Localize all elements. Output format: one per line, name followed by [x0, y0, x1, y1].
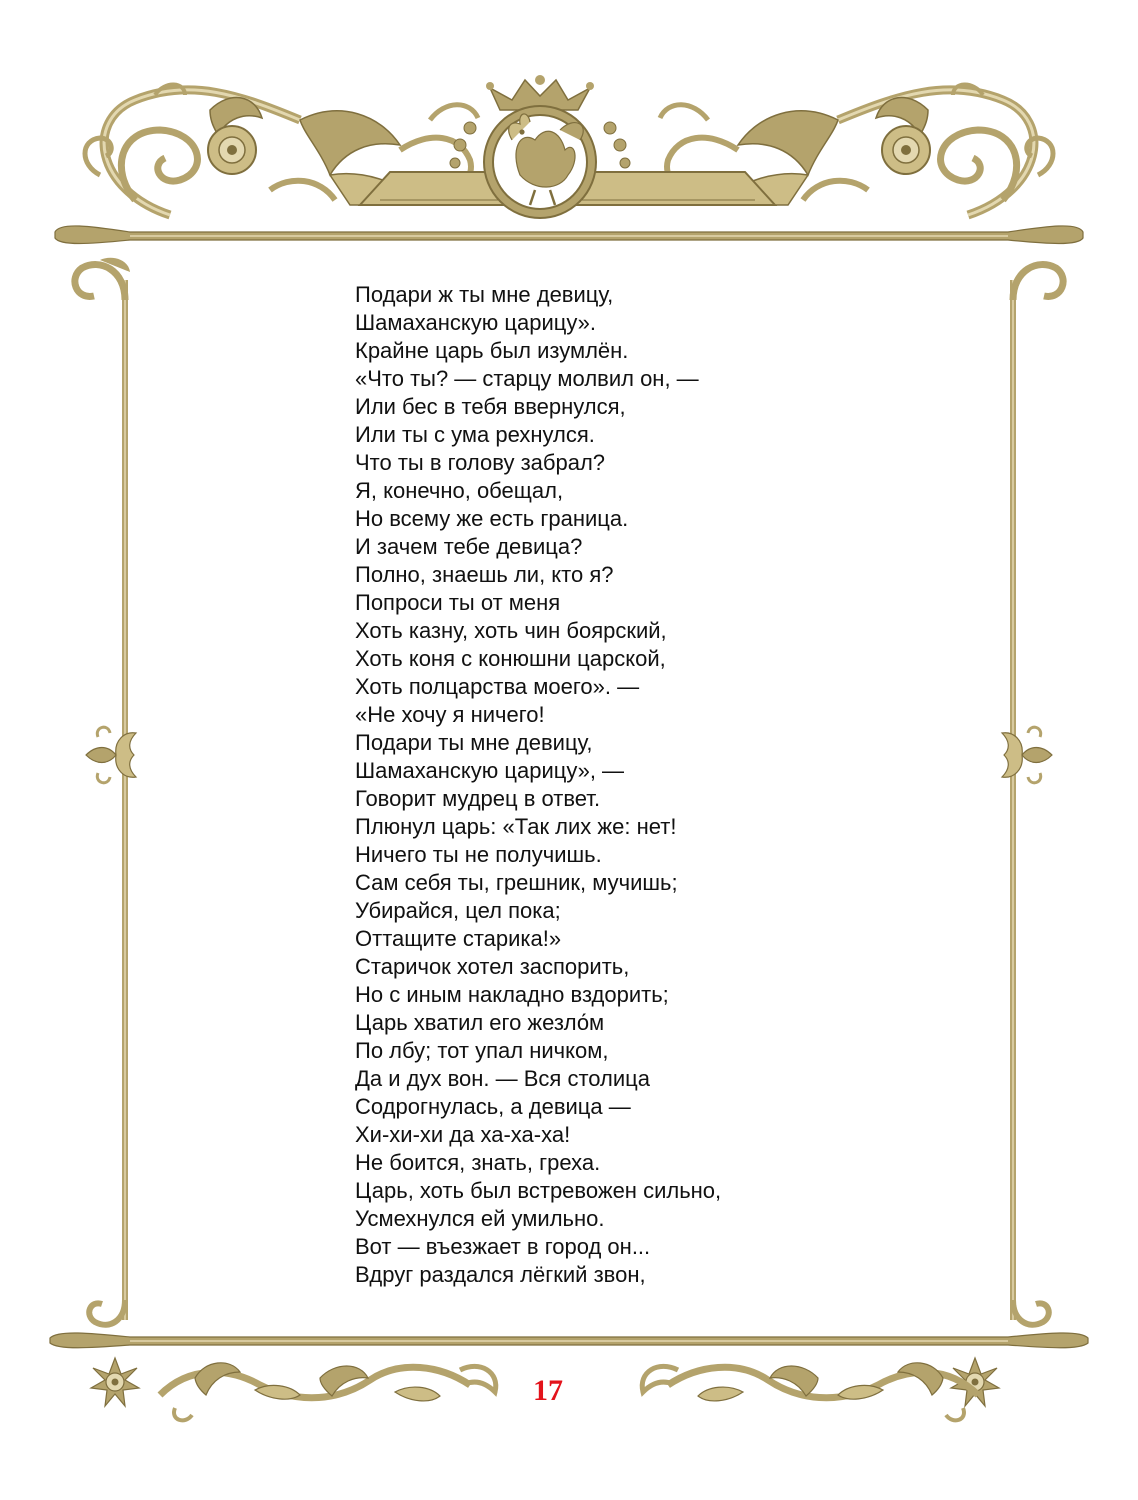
- poem-line: Сам себя ты, грешник, мучишь;: [355, 870, 678, 895]
- poem-line: Убирайся, цел пока;: [355, 898, 561, 923]
- poem-line: Шамаханскую царицу», —: [355, 758, 625, 783]
- poem-text: [355, 281, 915, 1289]
- poem-line: Хи-хи-хи да ха-ха-ха!: [355, 1122, 571, 1147]
- poem-line: Полно, знаешь ли, кто я?: [355, 562, 614, 587]
- poem-line: Подари ты мне девицу,: [355, 730, 593, 755]
- poem-line: Вот — въезжает в город он...: [355, 1234, 651, 1259]
- poem-line: И зачем тебе девица?: [355, 534, 583, 559]
- poem-line: Я, конечно, обещал,: [355, 478, 564, 503]
- poem-line: Шамаханскую царицу».: [355, 310, 596, 335]
- poem-line: Старичок хотел заспорить,: [355, 954, 630, 979]
- poem-line: Хоть казну, хоть чин боярский,: [355, 618, 667, 643]
- poem-line: Да и дух вон. — Вся столица: [355, 1066, 651, 1091]
- poem-line: Царь, хоть был встревожен сильно,: [355, 1178, 722, 1203]
- poem-line: Усмехнулся ей умильно.: [355, 1206, 605, 1231]
- poem-line: Ничего ты не получишь.: [355, 842, 602, 867]
- poem-line: Но с иным накладно вздорить;: [355, 982, 669, 1007]
- poem-line: «Не хочу я ничего!: [355, 702, 545, 727]
- poem-line: Вдруг раздался лёгкий звон,: [355, 1262, 646, 1287]
- poem-line: По лбу; тот упал ничком,: [355, 1038, 609, 1063]
- poem-line: Не боится, знать, греха.: [355, 1150, 601, 1175]
- poem-line: Оттащите старика!»: [355, 926, 562, 951]
- poem-line: Содрогнулась, а девица —: [355, 1094, 631, 1119]
- poem-line: Или ты с ума рехнулся.: [355, 422, 595, 447]
- poem-line: «Что ты? — старцу молвил он, —: [355, 366, 699, 391]
- header-ornament: [55, 75, 1083, 244]
- crown-icon: [486, 75, 594, 110]
- poem-line: Или бес в тебя ввернулся,: [355, 394, 626, 419]
- poem-line: Говорит мудрец в ответ.: [355, 786, 601, 811]
- poem-line: Попроси ты от меня: [355, 590, 561, 615]
- poem-line: Царь хватил его жезло́м: [355, 1010, 605, 1035]
- poem-line: Подари ж ты мне девицу,: [355, 282, 614, 307]
- poem-line: Хоть полцарства моего». —: [355, 674, 640, 699]
- poem-line: Крайне царь был изумлён.: [355, 338, 629, 363]
- poem-line: Но всему же есть граница.: [355, 506, 629, 531]
- poem-line: Что ты в голову забрал?: [355, 450, 606, 475]
- poem-line: Плюнул царь: «Так лих же: нет!: [355, 814, 677, 839]
- page-number: 17: [533, 1374, 563, 1407]
- poem-line: Хоть коня с конюшни царской,: [355, 646, 666, 671]
